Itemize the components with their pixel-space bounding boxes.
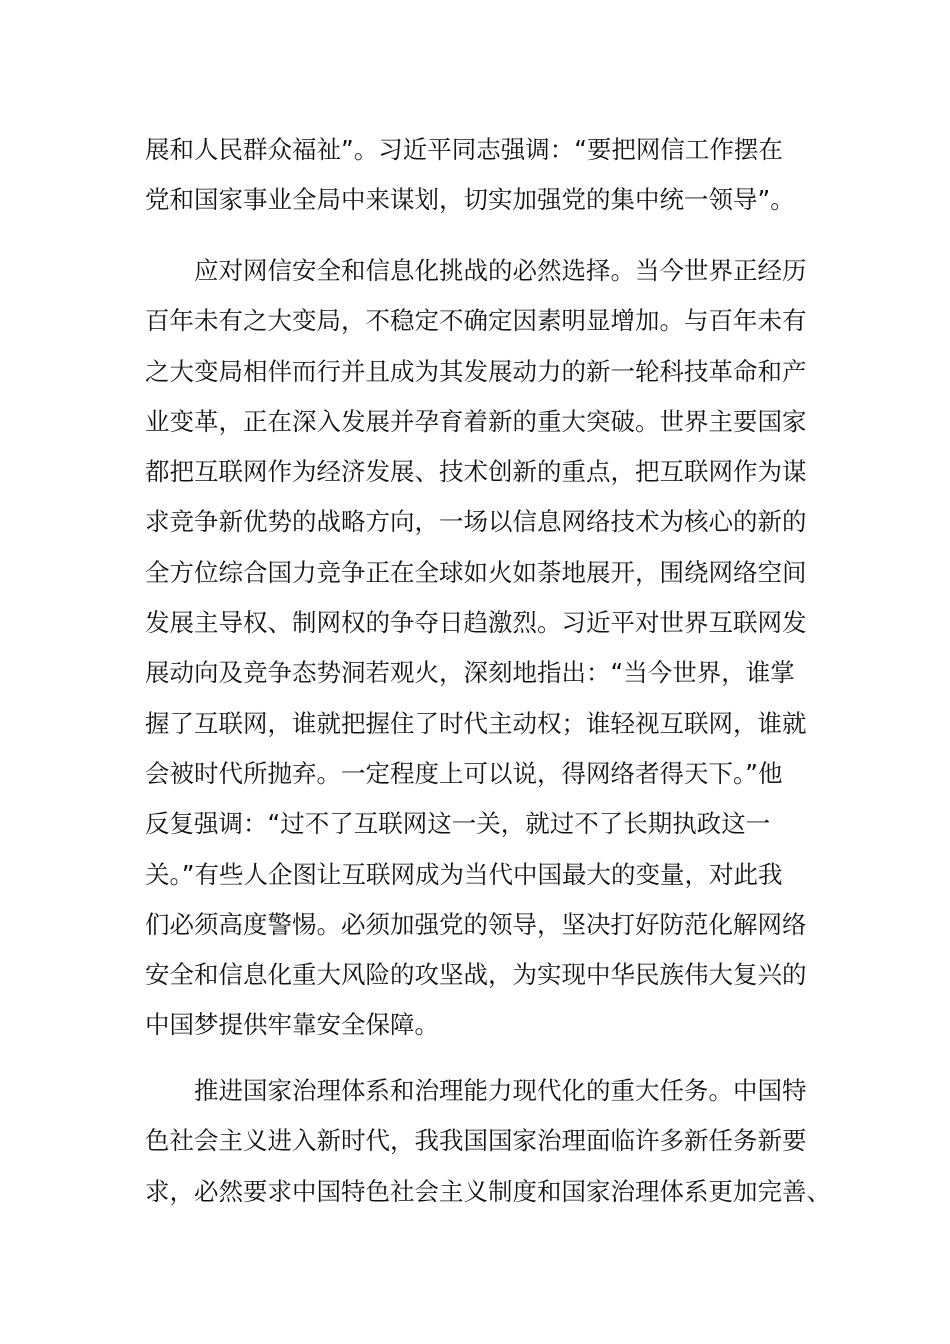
paragraph-line: 推进国家治理体系和治理能力现代化的重大任务。中国特 [145,1076,807,1105]
paragraph-line: 安全和信息化重大风险的攻坚战，为实现中华民族伟大复兴的 [145,960,807,990]
paragraph-intro-continuation [145,125,805,226]
paragraph-line: 反复强调：“过不了互联网这一关，就过不了长期执政这一 [145,809,771,839]
paragraph-line: 求，必然要求中国特色社会主义制度和国家治理体系更加完善、 [145,1176,831,1206]
paragraph-line: 关。”有些人企图让互联网成为当代中国最大的变量，对此我 [145,859,783,889]
paragraph-governance-modernization [145,1066,831,1217]
paragraph-line: 应对网信安全和信息化挑战的必然选择。当今世界正经历 [145,256,807,285]
paragraph-line: 业变革，正在深入发展并孕育着新的重大突破。世界主要国家 [145,406,807,436]
paragraph-line: 百年未有之大变局，不稳定不确定因素明显增加。与百年未有 [145,306,807,336]
paragraph-line: 都把互联网作为经济发展、技术创新的重点，把互联网作为谋 [145,457,807,487]
paragraph-line: 色社会主义进入新时代，我我国国家治理面临许多新任务新要 [145,1126,807,1156]
paragraph-line: 展动向及竞争态势洞若观火，深刻地指出：“当今世界，谁掌 [145,658,795,688]
paragraph-line: 之大变局相伴而行并且成为其发展动力的新一轮科技革命和产 [145,356,807,386]
paragraph-line: 会被时代所抛弃。一定程度上可以说，得网络者得天下。”他 [145,758,783,788]
paragraph-line: 握了互联网，谁就把握住了时代主动权；谁轻视互联网，谁就 [145,708,807,738]
paragraph-security-challenge [145,246,805,1051]
paragraph-line: 发展主导权、制网权的争夺日趋激烈。习近平对世界互联网发 [145,608,807,638]
paragraph-line: 求竞争新优势的战略方向，一场以信息网络技术为核心的新的 [145,507,807,537]
paragraph-line: 中国梦提供牢靠安全保障。 [145,1010,439,1040]
paragraph-line: 党和国家事业全局中来谋划，切实加强党的集中统一领导”。 [145,185,795,215]
paragraph-line: 全方位综合国力竞争正在全球如火如荼地展开，围绕网络空间 [145,557,807,587]
paragraph-line: 展和人民群众福祉”。习近平同志强调：“要把网信工作摆在 [145,135,783,164]
paragraph-line: 们必须高度警惕。必须加强党的领导，坚决打好防范化解网络 [145,909,807,939]
